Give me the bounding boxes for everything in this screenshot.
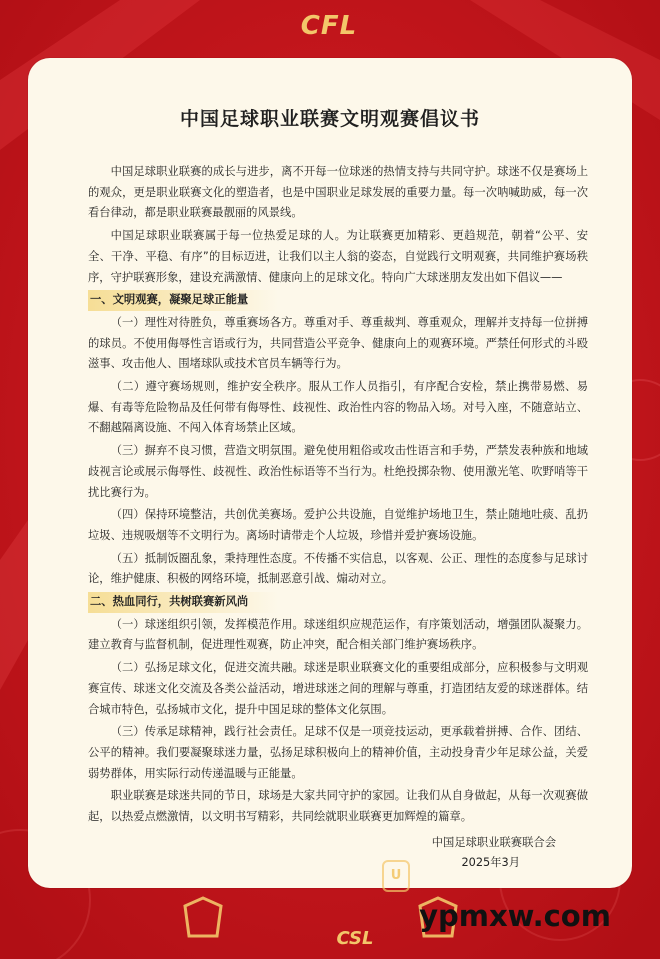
signature-date: 2025年3月	[461, 856, 520, 869]
paragraph: （一）理性对待胜负，尊重赛场各方。尊重对手、尊重裁判、尊重观众，理解并支持每一位拼搏的球员。不使用侮辱性言语或行为，共同营造公平竞争、健康向上的观赛环境。严禁任何形式的斗殴滋事、攻击他人、围堵球队或技术官员车辆等行为。	[88, 315, 588, 371]
document-title: 中国足球职业联赛文明观赛倡议书	[179, 108, 480, 130]
paragraph: （二）遵守赛场规则，维护安全秩序。服从工作人员指引，有序配合安检，禁止携带易燃、易爆、有毒等危险物品及任何带有侮辱性、歧视性、政治性内容的物品入场。对号入座，不随意站立、不翻越隔离设施、不闯入体育场禁止区域。	[88, 380, 588, 435]
paragraph: （二）弘扬足球文化，促进交流共融。球迷是职业联赛文化的重要组成部分，应积极参与文明观赛宣传、球迷文化交流及各类公益活动，增进球迷之间的理解与尊重，打造团结友爱的球迷群体。结合城市特色，弘扬城市文化，提升中国足球的整体文化氛围。	[88, 661, 588, 716]
signature-org: 中国足球职业联赛联合会	[431, 836, 556, 849]
cfl-logo-text: CFL	[300, 11, 358, 41]
paragraph: （五）抵制饭圈乱象，秉持理性态度。不传播不实信息，以客观、公正、理性的态度参与足球讨论，维护健康、积极的网络环境，抵制恶意引战、煽动对立。	[88, 551, 588, 586]
paragraph: 中国足球职业联赛属于每一位热爱足球的人。为让联赛更加精彩、更趋规范，朝着“公平、安全、干净、平稳、有序”的目标迈进，让我们以主人翁的姿态，自觉践行文明观赛，共同维护赛场秩序，守护联赛形象，建设充满激情、健康向上的足球文化。特向广大球迷朋友发出如下倡议——	[88, 229, 588, 284]
paragraph: 中国足球职业联赛的成长与进步，离不开每一位球迷的热情支持与共同守护。球迷不仅是赛场上的观众，更是职业联赛文化的塑造者，也是中国职业足球发展的重要力量。每一次呐喊助威，每一次看台律动，都是职业联赛最靓丽的风景线。	[88, 165, 588, 220]
paragraph: （四）保持环境整洁，共创优美赛场。爱护公共设施，自觉维护场地卫生，禁止随地吐痰、乱扔垃圾、违规吸烟等不文明行为。离场时请带走个人垃圾，珍惜并爱护赛场设施。	[88, 508, 588, 542]
u-badge-icon	[382, 860, 410, 892]
section-heading: 一、文明观赛，凝聚足球正能量	[88, 290, 278, 311]
paragraph: （一）球迷组织引领，发挥模范作用。球迷组织应规范运作，有序策划活动，增强团队凝聚力。建立教育与监督机制，促进理性观赛，防止冲突，配合相关部门维护赛场秩序。	[88, 617, 588, 652]
csl-logo	[330, 925, 380, 953]
cfl-logo	[296, 6, 362, 46]
paragraph: 职业联赛是球迷共同的节日，球场是大家共同守护的家园。让我们从自身做起，从每一次观赛做起，以热爱点燃激情，以文明书写精彩，共同绘就职业联赛更加辉煌的篇章。	[88, 789, 588, 824]
document-body	[88, 162, 588, 830]
paragraph: （三）摒弃不良习惯，营造文明氛围。避免使用粗俗或攻击性语言和手势，严禁发表种族和地域歧视言论或展示侮辱性、歧视性、政治性标语等不当行为。杜绝投掷杂物、使用激光笔、吹野哨等干扰比赛行为。	[88, 444, 588, 499]
section-heading: 二、热血同行，共树联赛新风尚	[88, 592, 278, 613]
u-badge-text: U	[390, 868, 402, 883]
document-paper	[28, 58, 632, 888]
csl-logo-text: CSL	[336, 928, 374, 949]
paragraph: （三）传承足球精神，践行社会责任。足球不仅是一项竞技运动，更承载着拼搏、合作、团结、公平的精神。我们要凝聚球迷力量，弘扬足球积极向上的精神价值，主动投身青少年足球公益，关爱弱势群体，用实际行动传递温暖与正能量。	[88, 725, 588, 780]
watermark-text: ypmxw.com	[419, 899, 611, 933]
